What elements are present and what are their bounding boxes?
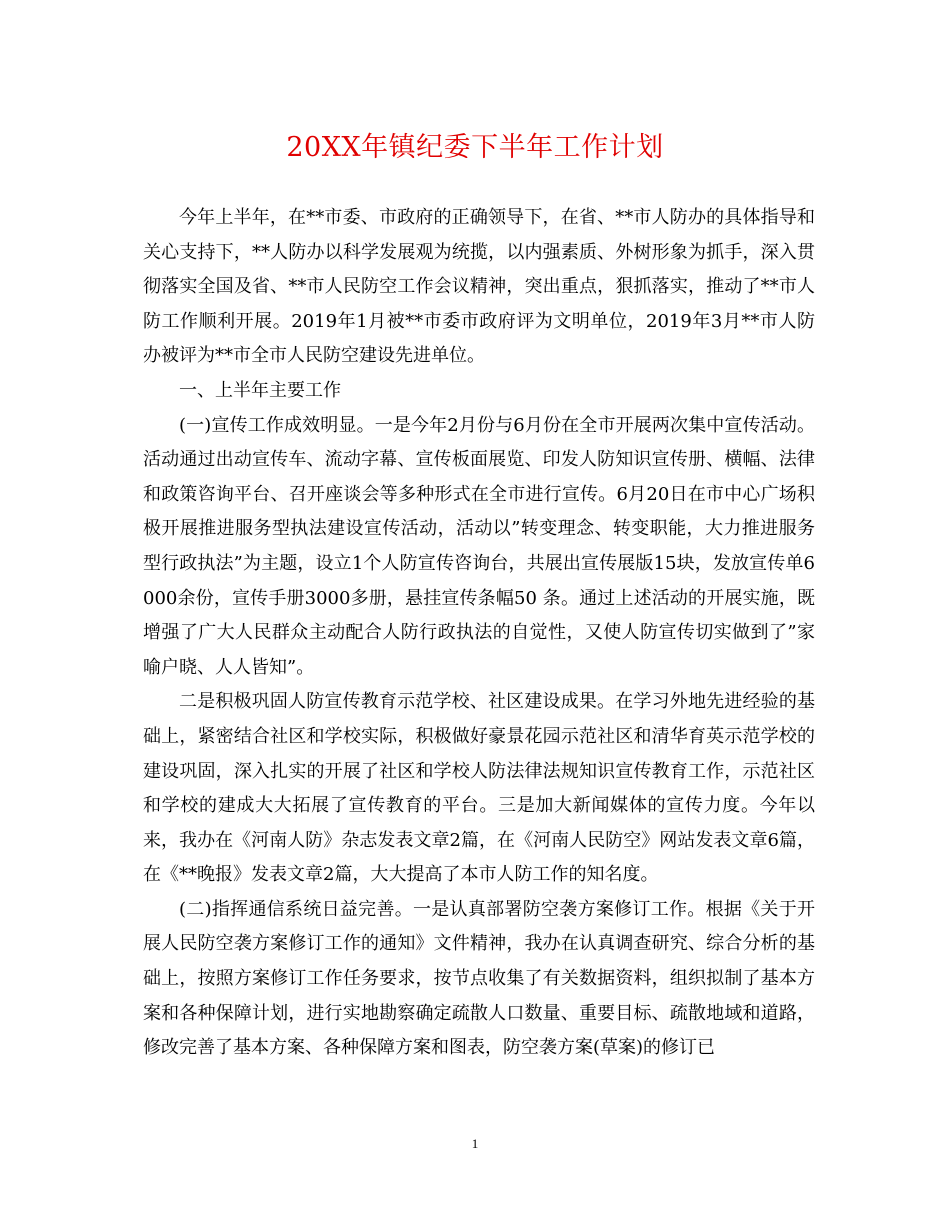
paragraph-demonstration-schools: 二是积极巩固人防宣传教育示范学校、社区建设成果。在学习外地先进经验的基础上，紧密结合社区和学校实际，积极做好豪景花园示范社区和清华育英示范学校的建设巩固，深入扎实的开展了社区和学校人防法律法规知识宣传教育工作，示范社区和学校的建成大大拓展了宣传教育的平台。三是加大新闻媒体的宣传力度。今年以来，我办在《河南人防》杂志发表文章2篇，在《河南人民防空》网站发表文章6篇，在《**晚报》发表文章2篇，大大提高了本市人防工作的知名度。 xyxy=(143,691,815,886)
document-body xyxy=(143,201,815,1066)
intro-paragraph: 今年上半年，在**市委、市政府的正确领导下，在省、**市人防办的具体指导和关心支持下，**人防办以科学发展观为统揽，以内强素质、外树形象为抓手，深入贯彻落实全国及省、**市人民防空工作会议精神，突出重点，狠抓落实，推动了**市人防工作顺利开展。2019年1月被**市委市政府评为文明单位，2019年3月**市人防办被评为**市全市人民防空建设先进单位。 xyxy=(143,207,815,367)
paragraph-command-communication: (二)指挥通信系统日益完善。一是认真部署防空袭方案修订工作。根据《关于开展人民防空袭方案修订工作的通知》文件精神，我办在认真调查研究、综合分析的基础上，按照方案修订工作任务要求，按节点收集了有关数据资料，组织拟制了基本方案和各种保障计划，进行实地勘察确定疏散人口数量、重要目标、疏散地域和道路，修改完善了基本方案、各种保障方案和图表，防空袭方案(草案)的修订已 xyxy=(143,898,815,1059)
page-number: 1 xyxy=(471,1136,479,1151)
paragraph-publicity-work: (一)宣传工作成效明显。一是今年2月份与6月份在全市开展两次集中宣传活动。活动通过出动宣传车、流动字幕、宣传板面展览、印发人防知识宣传册、横幅、法律和政策咨询平台、召开座谈会等多种形式在全市进行宣传。6月20日在市中心广场积极开展推进服务型执法建设宣传活动，活动以”转变理念、转变职能，大力推进服务型行政执法”为主题，设立1个人防宣传咨询台，共展出宣传展版15块，发放宣传单6000余份，宣传手册3000多册，悬挂宣传条幅50 条。通过上述活动的开展实施，既增强了广大人民群众主动配合人防行政执法的自觉性，又使人防宣传切实做到了”家喻户晓、人人皆知”。 xyxy=(143,414,815,678)
document-title: 20XX年镇纪委下半年工作计划 xyxy=(286,132,664,163)
section-heading-first-half-work: 一、上半年主要工作 xyxy=(179,379,341,401)
